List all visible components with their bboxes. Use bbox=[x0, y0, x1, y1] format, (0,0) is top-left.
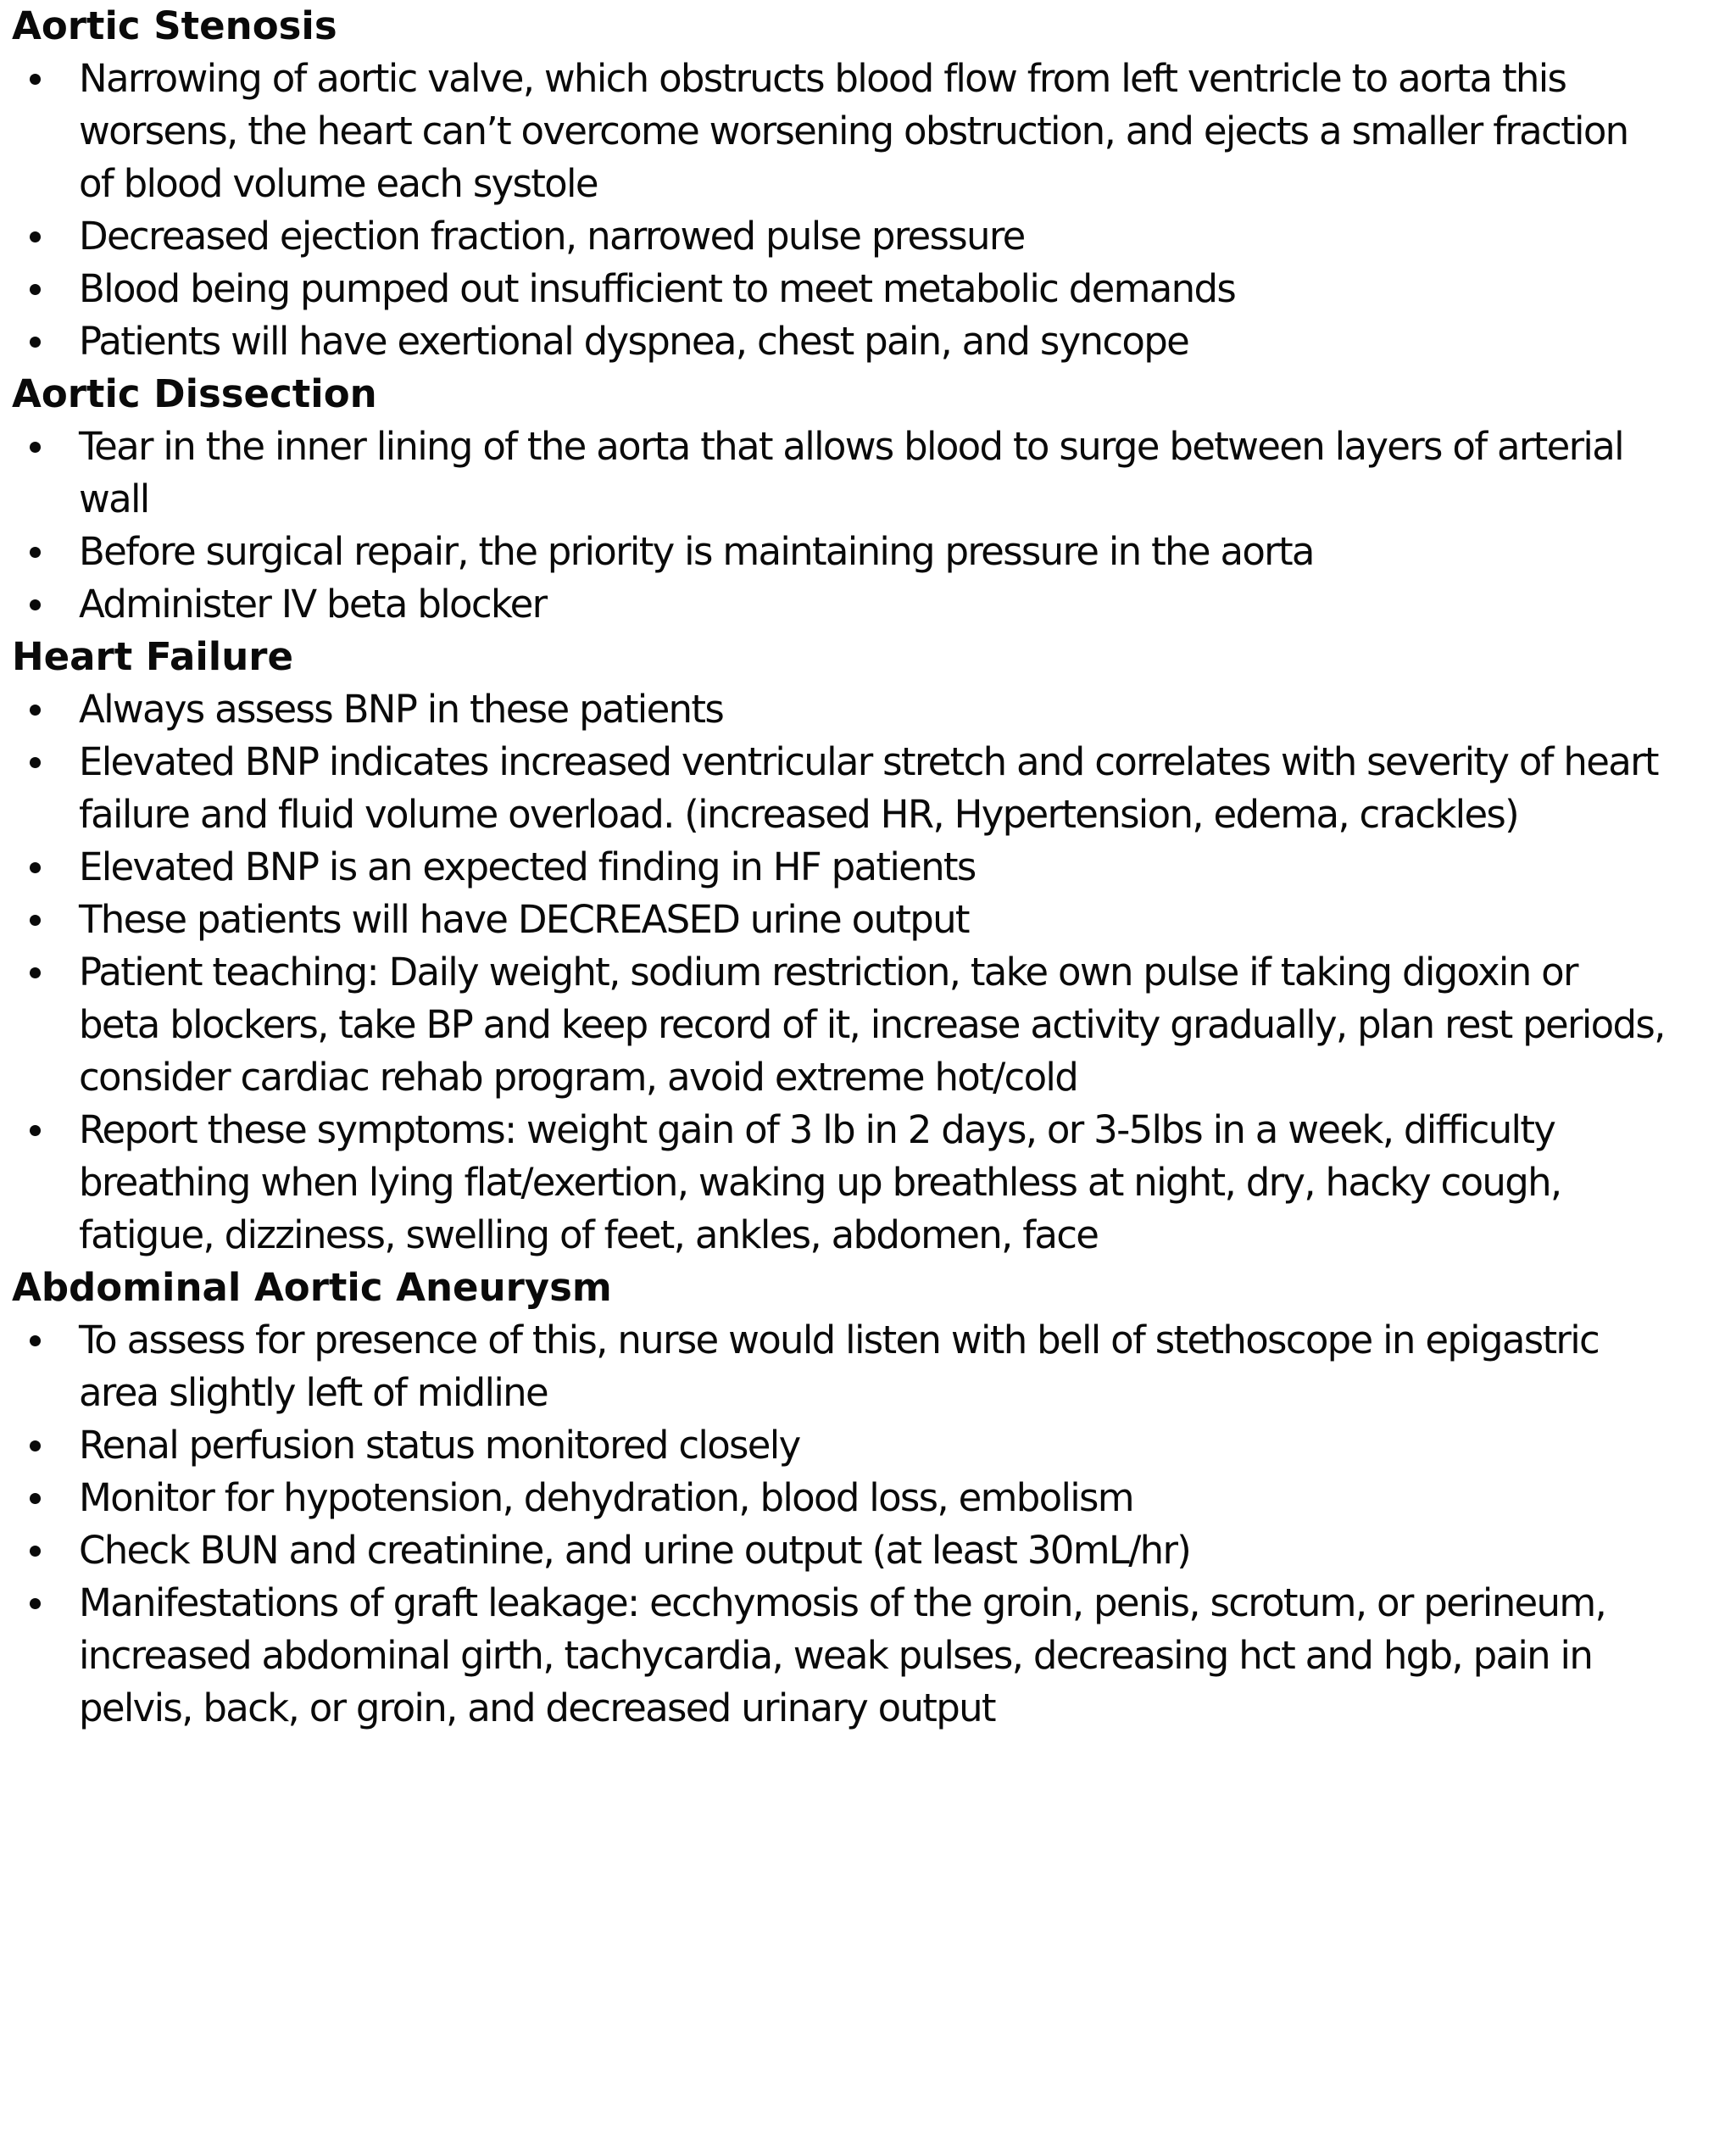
bullet-icon bbox=[30, 1598, 41, 1609]
bullet-text: These patients will have DECREASED urine output bbox=[79, 897, 969, 942]
bullet-text: Elevated BNP is an expected finding in HF patients bbox=[79, 844, 976, 889]
bullet-list bbox=[12, 1314, 1733, 1735]
list-item bbox=[12, 578, 1733, 631]
list-item bbox=[12, 315, 1733, 368]
list-item bbox=[12, 683, 1733, 736]
section-heading: Aortic Dissection bbox=[12, 371, 377, 416]
bullet-text: Administer IV beta blocker bbox=[79, 582, 547, 627]
bullet-icon bbox=[30, 442, 41, 453]
list-item bbox=[12, 421, 1733, 526]
bullet-icon bbox=[30, 967, 41, 978]
list-item bbox=[12, 1419, 1733, 1472]
bullet-icon bbox=[30, 74, 41, 85]
bullet-icon bbox=[30, 547, 41, 558]
bullet-icon bbox=[30, 1546, 41, 1557]
notes-document bbox=[12, 0, 1733, 1735]
bullet-icon bbox=[30, 1125, 41, 1136]
bullet-icon bbox=[30, 1335, 41, 1346]
list-item bbox=[12, 946, 1733, 1104]
bullet-text: To assess for presence of this, nurse would listen with bell of stethoscope in epigastric area slightly left of midline bbox=[79, 1318, 1600, 1415]
bullet-text: Manifestations of graft leakage: ecchymosis of the groin, penis, scrotum, or perineum, increased abdominal girth, tachycardia, weak pulses, decreasing hct and hgb, pain in pelvis, back, or groin, and decreased urinary output bbox=[79, 1580, 1606, 1730]
bullet-icon bbox=[30, 915, 41, 926]
bullet-text: Report these symptoms: weight gain of 3 lb in 2 days, or 3-5lbs in a week, difficulty breathing when lying flat/exertion, waking up breathless at night, dry, hacky cough, fatigue, dizziness, swelling of feet, ankles, abdomen, face bbox=[79, 1107, 1561, 1257]
bullet-text: Renal perfusion status monitored closely bbox=[79, 1423, 800, 1468]
list-item bbox=[12, 1314, 1733, 1419]
bullet-icon bbox=[30, 599, 41, 610]
bullet-text: Narrowing of aortic valve, which obstructs blood flow from left ventricle to aorta this worsens, the heart can’t overcome worsening obstruction, and ejects a smaller fraction of blood volume each systole bbox=[79, 56, 1628, 206]
list-item bbox=[12, 1524, 1733, 1577]
list-item bbox=[12, 53, 1733, 210]
bullet-icon bbox=[30, 705, 41, 716]
bullet-icon bbox=[30, 284, 41, 295]
list-item bbox=[12, 1472, 1733, 1524]
list-item bbox=[12, 1577, 1733, 1735]
section-aortic-dissection bbox=[12, 368, 1733, 631]
section-heading: Aortic Stenosis bbox=[12, 3, 337, 48]
section-aortic-stenosis bbox=[12, 0, 1733, 368]
bullet-icon bbox=[30, 862, 41, 873]
list-item bbox=[12, 263, 1733, 315]
bullet-text: Monitor for hypotension, dehydration, blood loss, embolism bbox=[79, 1475, 1133, 1520]
bullet-text: Always assess BNP in these patients bbox=[79, 687, 724, 732]
section-abdominal-aortic-aneurysm bbox=[12, 1262, 1733, 1735]
list-item bbox=[12, 1104, 1733, 1262]
bullet-list bbox=[12, 53, 1733, 368]
list-item bbox=[12, 210, 1733, 263]
list-item bbox=[12, 841, 1733, 894]
bullet-text: Blood being pumped out insufficient to meet metabolic demands bbox=[79, 266, 1236, 311]
bullet-list bbox=[12, 421, 1733, 631]
bullet-text: Tear in the inner lining of the aorta that allows blood to surge between layers of arterial wall bbox=[79, 424, 1623, 521]
list-item bbox=[12, 526, 1733, 578]
section-heading: Abdominal Aortic Aneurysm bbox=[12, 1265, 612, 1310]
bullet-text: Elevated BNP indicates increased ventricular stretch and correlates with severity of heart failure and fluid volume overload. (increased HR, Hypertension, edema, crackles) bbox=[79, 739, 1658, 837]
list-item bbox=[12, 894, 1733, 946]
bullet-text: Before surgical repair, the priority is maintaining pressure in the aorta bbox=[79, 529, 1314, 574]
bullet-icon bbox=[30, 1440, 41, 1451]
bullet-icon bbox=[30, 1493, 41, 1504]
bullet-text: Patients will have exertional dyspnea, chest pain, and syncope bbox=[79, 319, 1189, 364]
bullet-icon bbox=[30, 337, 41, 348]
list-item bbox=[12, 736, 1733, 841]
bullet-list bbox=[12, 683, 1733, 1262]
bullet-icon bbox=[30, 231, 41, 242]
bullet-text: Decreased ejection fraction, narrowed pulse pressure bbox=[79, 214, 1025, 259]
section-heart-failure bbox=[12, 631, 1733, 1262]
bullet-text: Check BUN and creatinine, and urine output (at least 30mL/hr) bbox=[79, 1528, 1191, 1573]
bullet-icon bbox=[30, 757, 41, 768]
section-heading: Heart Failure bbox=[12, 634, 293, 679]
bullet-text: Patient teaching: Daily weight, sodium restriction, take own pulse if taking digoxin or beta blockers, take BP and keep record of it, increase activity gradually, plan rest periods, consider cardiac rehab program, avoid extreme hot/cold bbox=[79, 950, 1665, 1100]
